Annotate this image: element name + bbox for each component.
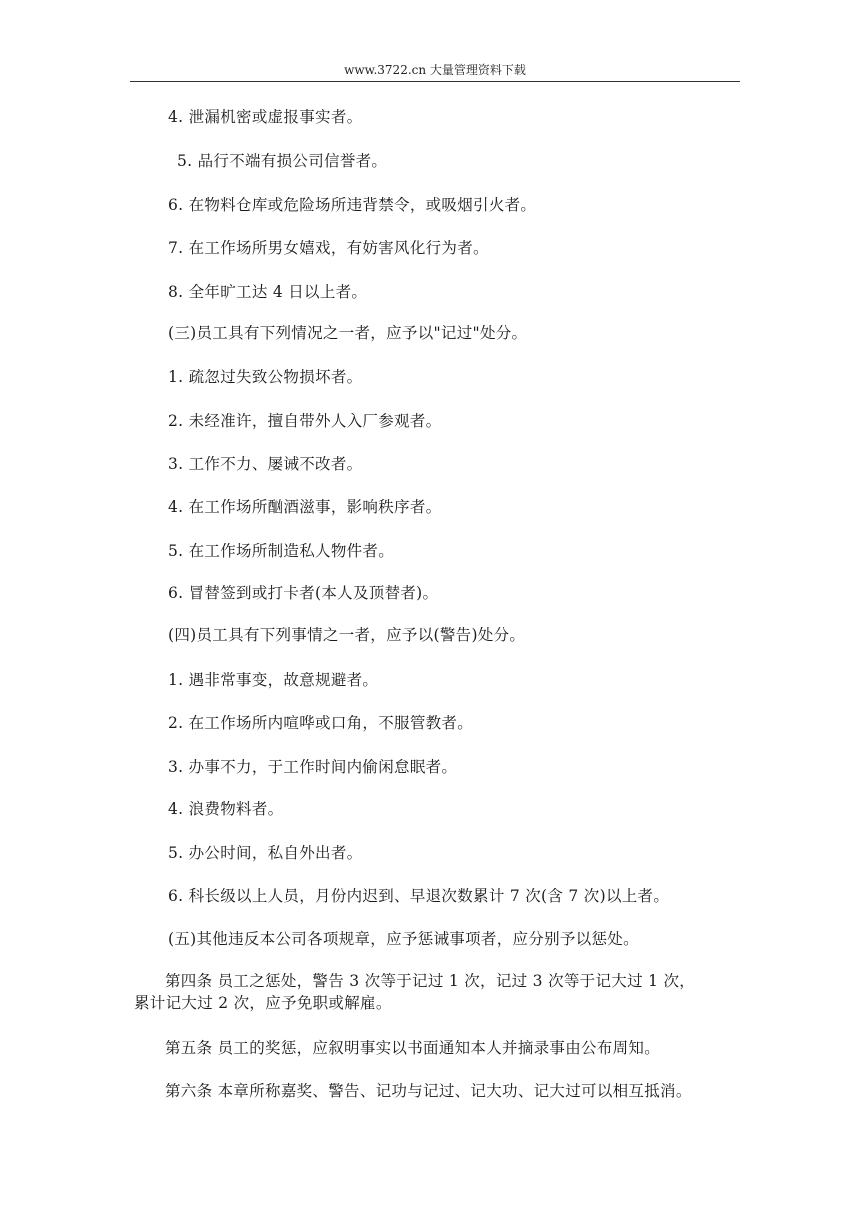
paragraph: 6. 在物料仓库或危险场所违背禁令，或吸烟引火者。 <box>168 196 537 214</box>
paragraph: 1. 遇非常事变，故意规避者。 <box>168 671 379 689</box>
paragraph: 3. 办事不力，于工作时间内偷闲怠眠者。 <box>168 758 458 776</box>
paragraph: 4. 在工作场所酗酒滋事，影响秩序者。 <box>168 498 442 516</box>
paragraph: 2. 在工作场所内喧哗或口角，不服管教者。 <box>168 714 474 732</box>
article-paragraph-continued: 累计记大过 2 次，应予免职或解雇。 <box>134 994 392 1012</box>
section-heading: (四)员工具有下列事情之一者，应予以(警告)处分。 <box>168 626 526 644</box>
paragraph: 6. 科长级以上人员，月份内迟到、早退次数累计 7 次(含 7 次)以上者。 <box>168 887 670 905</box>
paragraph: 1. 疏忽过失致公物损坏者。 <box>168 368 363 386</box>
paragraph: 3. 工作不力、屡诫不改者。 <box>168 455 363 473</box>
paragraph: 7. 在工作场所男女嬉戏，有妨害风化行为者。 <box>168 239 489 257</box>
page-header: www.3722.cn 大量管理资料下载 <box>344 63 526 77</box>
paragraph: 4. 浪费物料者。 <box>168 800 284 818</box>
article-paragraph: 第六条 本章所称嘉奖、警告、记功与记过、记大功、记大过可以相互抵消。 <box>165 1082 692 1100</box>
paragraph: 5. 在工作场所制造私人物件者。 <box>168 542 395 560</box>
section-heading: (三)员工具有下列情况之一者，应予以"记过"处分。 <box>168 324 528 342</box>
article-paragraph: 第五条 员工的奖惩，应叙明事实以书面通知本人并摘录事由公布周知。 <box>165 1039 661 1057</box>
paragraph: 6. 冒替签到或打卡者(本人及顶替者)。 <box>168 584 439 602</box>
article-paragraph: 第四条 员工之惩处，警告 3 次等于记过 1 次，记过 3 次等于记大过 1 次， <box>165 972 696 990</box>
section-heading: (五)其他违反本公司各项规章，应予惩诫事项者，应分别予以惩处。 <box>168 930 639 948</box>
paragraph: 8. 全年旷工达 4 日以上者。 <box>168 283 368 301</box>
paragraph: 4. 泄漏机密或虚报事实者。 <box>168 108 363 126</box>
paragraph: 2. 未经准许，擅自带外人入厂参观者。 <box>168 412 442 430</box>
paragraph: 5. 品行不端有损公司信誉者。 <box>177 152 388 170</box>
paragraph: 5. 办公时间，私自外出者。 <box>168 844 363 862</box>
